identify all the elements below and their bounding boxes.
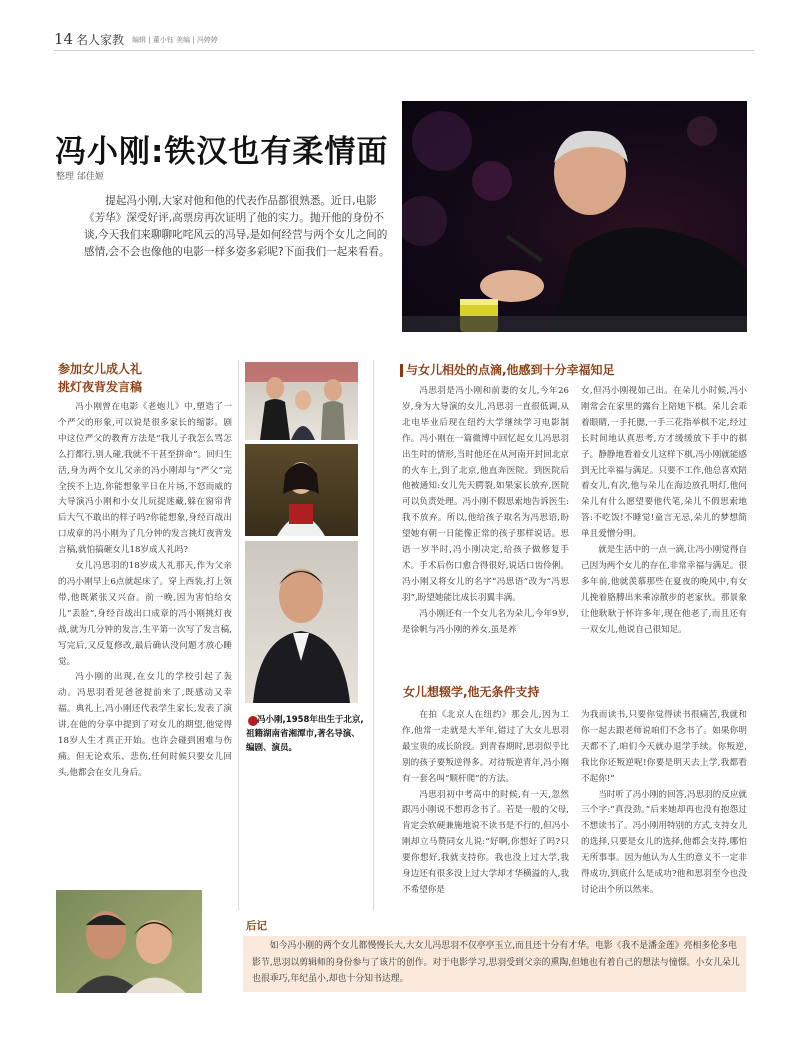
- section3-paragraph: 当时听了冯小刚的回答,冯思羽的反应就三个字:“真没劲。”后来她却再也没有抱怨过不想读书了。冯小刚用特别的方式,支持女儿的选择,只要是女儿的选择,他都会支持,哪怕无所事事。因为他认为人生的意义不一定非得成功,到底什么是成功?他和思羽至今也没讨论出个所以然来。: [581, 789, 748, 895]
- section1-body: [58, 400, 232, 782]
- column-divider: [238, 360, 239, 910]
- section2-paragraph: 女,但冯小刚视如己出。在朵儿小时候,冯小刚常会在家里的露台上陪她下棋。朵儿会乖着眼睛,一手托腮,一手三花指举棋不定,经过长时间地认真思考,方才缓缓放下手中的棋子。静静地看着女儿这样下棋,冯小刚就能感到无比幸福与满足。只要不工作,他总喜欢陪着女儿,有次,他与朵儿在海边放孔明灯,他问朵儿有什么愿望要他代笔,朵儿不假思索地答:不吃饭!不睡觉!童言无忌,朵儿的梦想简单且爱憎分明。: [581, 386, 748, 540]
- section3-heading: 女儿想辍学,他无条件支持: [403, 685, 540, 699]
- section1-paragraph: 女儿冯思羽的18岁成人礼那天,作为父亲的冯小刚早上6点就起床了。穿上西装,打上领带,他既紧张又兴奋。前一晚,因为害怕给女儿“丢脸”,身经百战出口成章的冯小刚挑灯夜战,就为几分钟的发言,生平第一次写了发言稿,写完后,又反复修改,最后确认没问题才放心睡觉。: [58, 561, 232, 667]
- section3-paragraph: 为我而读书,只要你觉得读书很痛苦,我就和你一起去跟老师说咱们不念书了。如果你明天都不了,咱们今天就办退学手续。你叛逆,我比你还叛逆呢!你要是明天去上学,我都看不起你!”: [581, 710, 747, 784]
- section2-paragraph: 就是生活中的一点一滴,让冯小刚觉得自己因为两个女儿的存在,非常幸福与满足。很多年前,他就羡慕那些在夏夜的晚风中,有女儿挽着胳膊出来乘凉散步的老家伙。那景象让他耿耿于怀许多年,现在他老了,而且还有一双女儿,他说自己很知足。: [581, 545, 748, 635]
- section1-heading: [58, 360, 142, 396]
- section3-paragraph: 冯思羽初中考高中的时候,有一天,忽然跟冯小刚说不想再念书了。若是一般的父母,肯定会软硬兼施地说不读书是不行的,但冯小刚却立马赞同女儿说:“好啊,你想好了吗?只要你想好,我就支持你。我也没上过大学,我身边还有很多没上过大学却才华横溢的人,我不希望你是: [402, 789, 569, 895]
- afterword-heading: 后记: [246, 920, 267, 932]
- section1-paragraph: 冯小刚的出现,在女儿的学校引起了轰动。冯思羽看见爸爸提前来了,既感动又幸福。典礼上,冯小刚还代表学生家长,发表了演讲,在他的分享中提到了对女儿的期望,他觉得18岁人生才真正开始。也许会碰到困难与伤痛。但无论欢乐、悲伤,任何时候只要女儿回头,他都会在女儿身后。: [58, 672, 232, 778]
- photo-coming-of-age-ceremony: [245, 362, 358, 440]
- page-number: 14: [54, 30, 74, 48]
- section2-col2: [581, 384, 747, 639]
- section3-col2: [581, 708, 747, 899]
- main-photo-feng-xiaogang: [402, 101, 747, 332]
- afterword-text: 如今冯小刚的两个女儿都慢慢长大,大女儿冯思羽不仅亭亭玉立,而且还十分有才华。电影《我不是潘金莲》亮相多伦多电影节,思羽以剪辑师的身份参与了该片的创作。对于电影学习,思羽受到父亲的熏陶,但她也有着自己的想法与憧憬。小女儿朵儿也很乖巧,年纪虽小,却也十分知书达理。: [252, 941, 740, 984]
- section2-col1: [402, 384, 569, 639]
- section1-heading-line2: 挑灯夜背发言稿: [58, 380, 143, 394]
- photo-caption: 冯小刚,1958年出生于北京,祖籍湖南省湘潭市,著名导演、编剧、演员。: [246, 715, 364, 753]
- photo-daughter-studio: [245, 444, 358, 536]
- section2-heading: 与女儿相处的点滴,他感到十分幸福知足: [406, 363, 615, 377]
- column-divider: [373, 360, 374, 910]
- family-photo-father-daughter: [56, 890, 202, 993]
- section3-col1: [402, 708, 569, 899]
- editor-credits: 编辑 | 董小钰 美编 | 冯婷婷: [132, 36, 218, 44]
- header-rule: [54, 50, 754, 51]
- article-title: 冯小刚:铁汉也有柔情面: [55, 134, 389, 170]
- section2-heading-bar: [400, 364, 403, 377]
- column-title: 名人家教: [76, 33, 125, 47]
- section3-paragraph: 在拍《北京人在纽约》那会儿,因为工作,他常一走就是大半年,错过了大女儿思羽最宝贵的成长阶段。到青春期时,思羽似乎比别的孩子要叛逆得多。对待叛逆青年,冯小刚有一套名叫“顺杆爬”的方法。: [402, 710, 569, 784]
- byline: 整理 邰佳姬: [56, 172, 104, 182]
- section1-paragraph: 冯小刚曾在电影《老炮儿》中,塑造了一个严父的形象,可以说是很多家长的缩影。剧中这位严父的教育方法是“我儿子我怎么骂怎么打都行,别人碰,我就不干甚至拼命”。回归生活,身为两个女儿父亲的冯小刚却与“严父”完全挨不上边,你能想象平日在片场,不怒而威的大导演冯小刚和小女儿玩捉迷藏,躲在窗帘背后大气不敢出的样子吗?你能想象,身经百战出口成章的冯小刚为了几分钟的发言挑灯夜背发言稿,就怕搞砸女儿18岁成人礼吗?: [58, 402, 232, 556]
- section1-heading-line1: 参加女儿成人礼: [58, 362, 143, 376]
- intro-paragraph: 提起冯小刚,大家对他和他的代表作品都很熟悉。近日,电影《芳华》深受好评,高票房再次证明了他的实力。抛开他的身份不谈,今天我们来聊聊叱咤风云的冯导,是如何经营与两个女儿之间的感情,会不会也像他的电影一样多姿多彩呢?下面我们一起来看看。: [84, 195, 390, 258]
- photo-feng-xiaogang-portrait: [245, 541, 358, 703]
- section2-paragraph: 冯思羽是冯小刚和前妻的女儿,今年26岁,身为大导演的女儿,冯思羽一直很低调,从北电毕业后现在纽约大学继续学习电影制作。冯小刚在一篇微博中回忆起女儿冯思羽出生时的情形,当时他还在从河南开封回北京的火车上,到了北京,他直奔医院。到医院后他被通知:女儿先天腭裂,如果家长放弃,医院可以负责处理。冯小刚不假思索地告诉医生:我不放弃。所以,他给孩子取名为冯思语,盼望她有朝一日能像正常的孩子那样说话。思语一岁半时,冯小刚决定,给孩子做修复手术。手术后伤口愈合得很好,说话口齿伶俐。冯小刚又将女儿的名字“冯思语”改为“冯思羽”,盼望她能比成长羽翼丰满。: [402, 386, 569, 603]
- section2-paragraph: 冯小刚还有一个女儿名为朵儿,今年9岁,是徐帆与冯小刚的养女,虽是养: [402, 608, 569, 635]
